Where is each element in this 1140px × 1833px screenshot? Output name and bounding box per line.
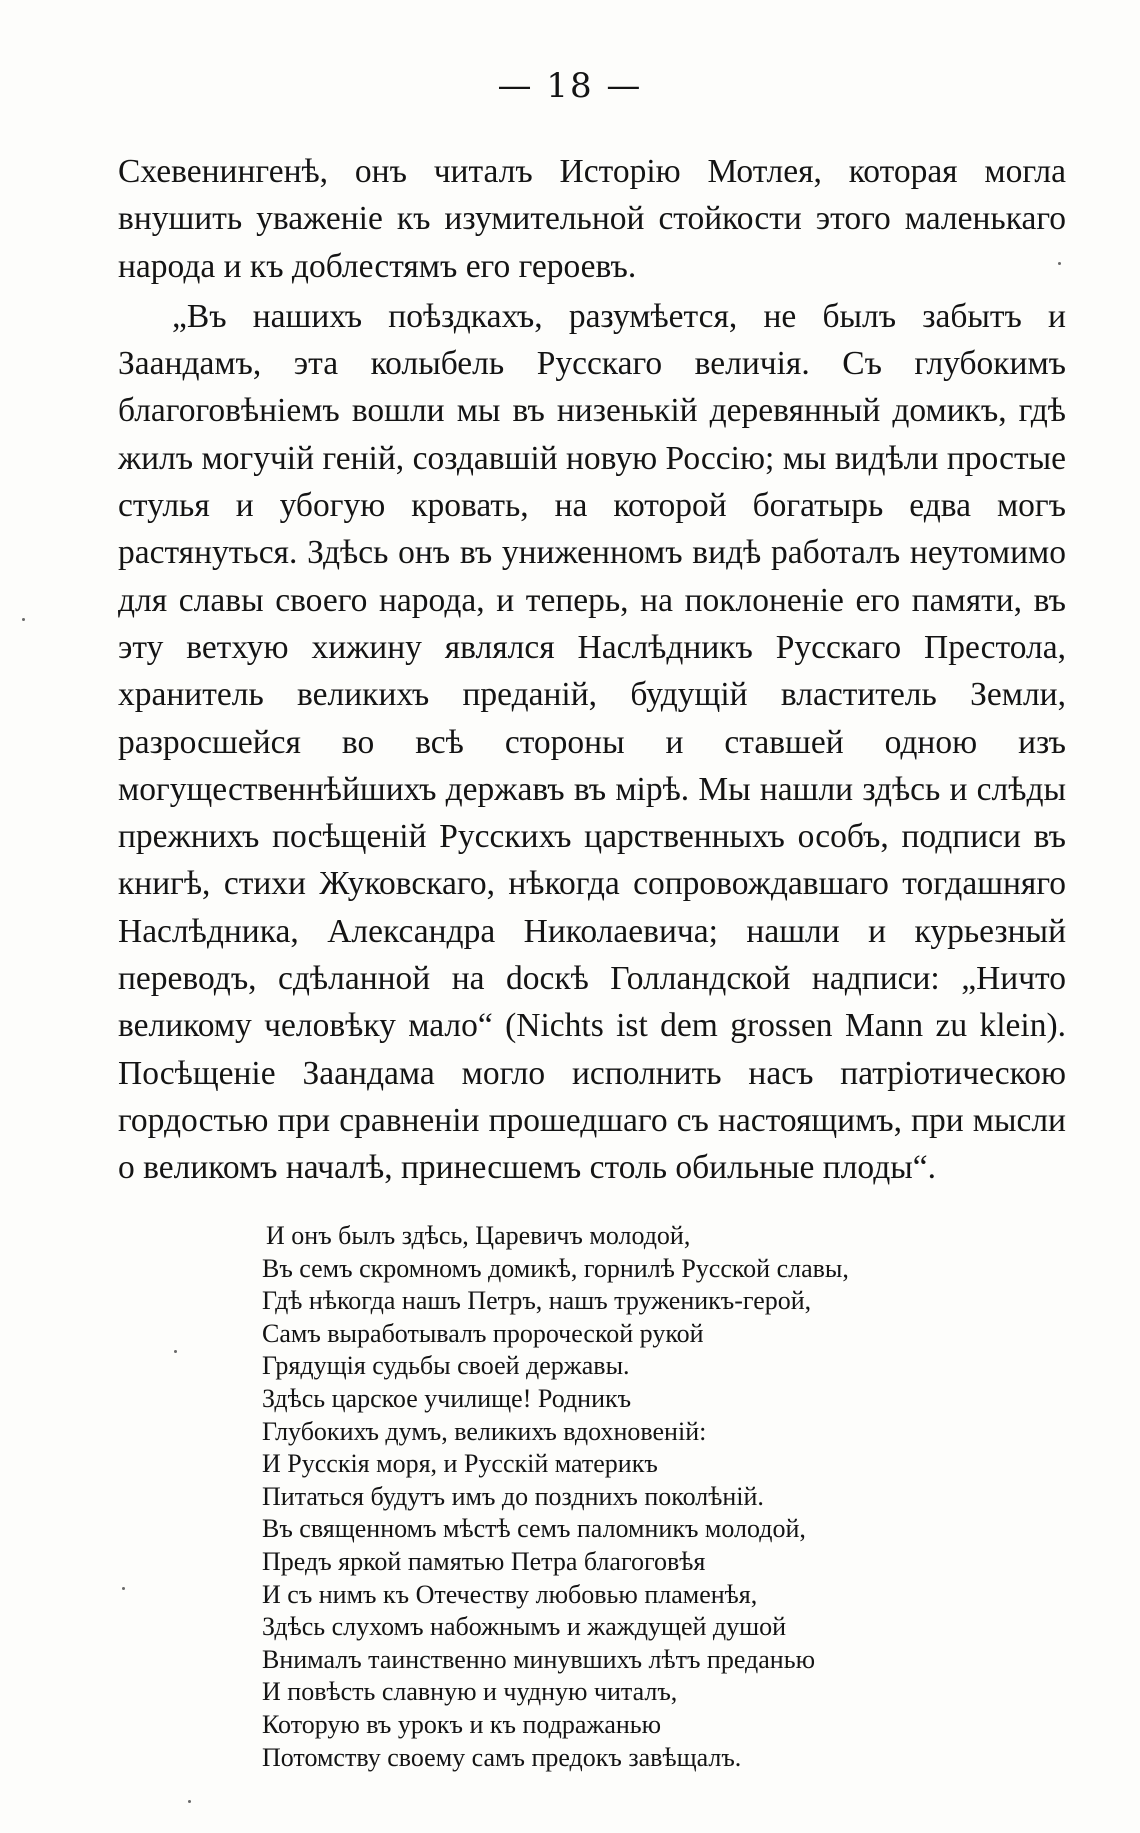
verse-line: Которую въ урокъ и къ подражанью [262,1709,662,1739]
verse-line: И съ нимъ къ Отечеству любовью пламенѣя, [262,1579,758,1609]
print-speck [188,1800,191,1803]
paragraph-2: „Въ нашихъ поѣздкахъ, разумѣется, не былъ забытъ и Заандамъ, эта колыбель Русскаго величія. Съ глубокимъ благоговѣніемъ вошли мы въ низенькій деревянный домикъ, гдѣ жилъ могучій геній, создавшій новую Россію; мы видѣли простые стулья и убогую кровать, на которой богатырь едва могъ растянуться. Здѣсь онъ въ униженномъ видѣ работалъ неутомимо для славы своего народа, и теперь, на поклоненіе его памяти, въ эту ветхую хижину являлся Наслѣдникъ Русскаго Престола, хранитель великихъ преданій, будущій властитель Земли, разросшейся во всѣ стороны и ставшей одною изъ могущественнѣйшихъ державъ въ мірѣ. Мы нашли здѣсь и слѣды прежнихъ посѣщеній Русскихъ царственныхъ особъ, подписи въ книгѣ, стихи Жуковскаго, нѣкогда сопровождавшаго тогдашняго Наслѣдника, Александра Николаевича; нашли и курьезный переводъ, сдѣланной на doскѣ Голландской надписи: „Ничто великому человѣку мало“ (Nichts ist dem grossen Mann zu klein). Посѣщеніе Заандама могло исполнить насъ патріотическою гордостью при сравненіи прошедшаго съ настоящимъ, при мысли о великомъ началѣ, принесшемъ столь обильные плоды“. [118,297,1066,1187]
verse-line: Питаться будутъ имъ до позднихъ поколѣній. [262,1481,764,1511]
verse-line: Здѣсь слухомъ набожнымъ и жаждущей душой [262,1612,787,1642]
verse-line: Здѣсь царское училище! Родникъ [262,1383,632,1413]
verse-block [262,1220,962,1774]
prose-body [118,148,1066,1192]
verse-line: Гдѣ нѣкогда нашъ Петръ, нашъ труженикъ-герой, [262,1286,812,1316]
verse-line: Самъ выработывалъ пророческой рукой [262,1318,704,1348]
print-speck [1058,262,1061,265]
verse-line: И повѣсть славную и чудную читалъ, [262,1677,678,1707]
verse-line: Внималъ таинственно минувшихъ лѣтъ преданью [262,1644,815,1674]
verse-line: Въ семъ скромномъ домикѣ, горнилѣ Русской славы, [262,1253,849,1283]
print-speck [174,1350,177,1353]
verse-line: И онъ былъ здѣсь, Царевичъ молодой, [266,1221,691,1250]
verse-line: Въ священномъ мѣстѣ семъ паломникъ молодой, [262,1514,806,1544]
print-speck [22,618,25,621]
verse-line: Потомству своему самъ предокъ завѣщалъ. [262,1742,742,1772]
verse-line: Грядущія судьбы своей державы. [262,1351,630,1381]
verse-line: И Русскія моря, и Русскій материкъ [262,1449,658,1479]
verse-line: Глубокихъ думъ, великихъ вдохновеній: [262,1416,707,1446]
page-number: — 18 — [497,66,643,106]
paragraph-1: Схевенингенѣ, онъ читалъ Исторію Мотлея, которая могла внушить уваженіе къ изумительной стойкости этого маленькаго народа и къ доблестямъ его героевъ. [118,153,1066,285]
print-speck [122,1587,125,1590]
verse-line: Предъ яркой памятью Петра благоговѣя [262,1546,706,1576]
